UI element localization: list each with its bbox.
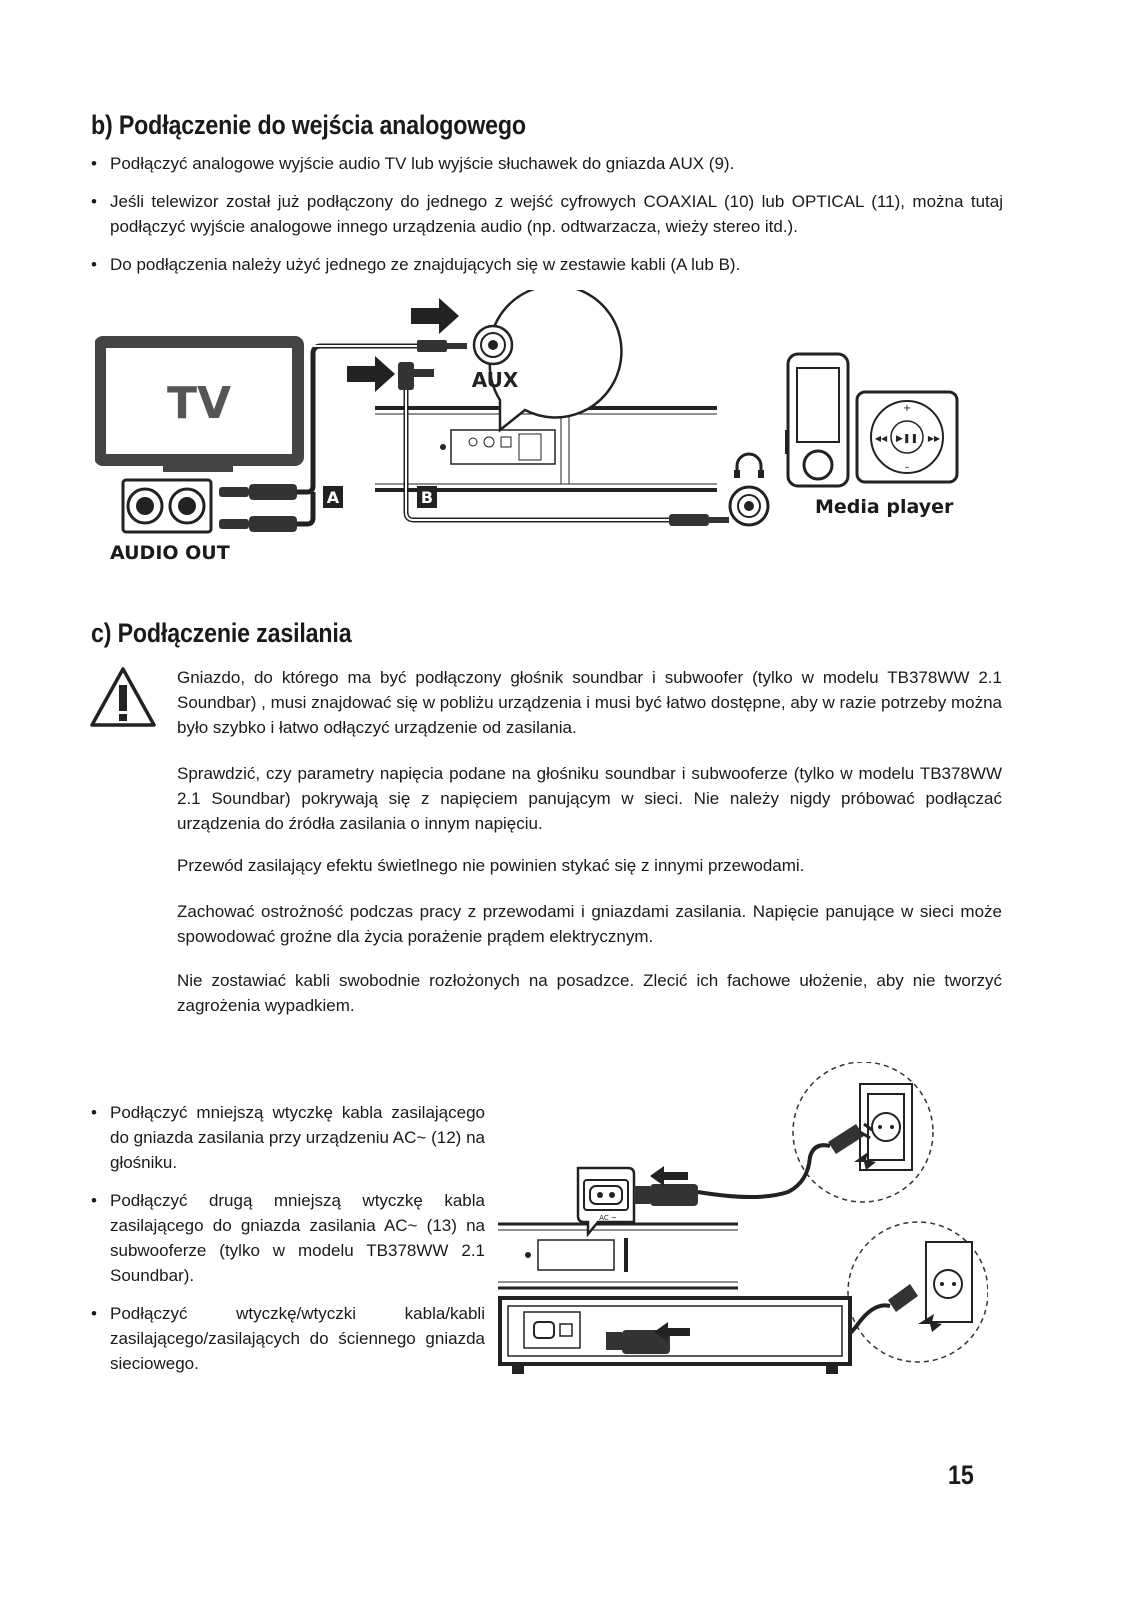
soundbar — [375, 408, 717, 490]
arrow-icon — [411, 298, 459, 334]
ac-plug — [634, 1184, 698, 1206]
audio-out-jacks — [123, 480, 211, 532]
list-item: • Podłączyć mniejszą wtyczkę kabla zasilającego do gniazda zasilania przy urządzeniu AC~ (12) na głośniku. — [91, 1100, 485, 1175]
list-item: • Podłączyć drugą mniejszą wtyczkę kabla zasilającego do gniazda zasilania AC~ (13) na subwooferze (tylko w modelu TB378WW 2.1 Soundbar). — [91, 1188, 485, 1288]
svg-text:▶▶: ▶▶ — [927, 434, 941, 443]
list-item: • Do podłączenia należy użyć jednego ze znajdujących się w zestawie kabli (A lub B). — [91, 252, 1003, 277]
svg-text:▶❚❚: ▶❚❚ — [895, 434, 919, 444]
section-b-heading: b) Podłączenie do wejścia analogowego — [91, 110, 526, 140]
list-item: • Podłączyć wtyczkę/wtyczki kabla/kabli zasilającego/zasilających do ściennego gniazda sieciowego. — [91, 1301, 485, 1376]
warning-paragraph: Sprawdzić, czy parametry napięcia podane na głośniku soundbar i subwooferze (tylko w modelu TB378WW 2.1 Soundbar) pokrywają się z napięciem panującym w sieci. Nie należy nigdy próbować podłączać urządzenia do źródła zasilania o innym napięciu. — [177, 764, 1002, 833]
jack-plug-a — [417, 340, 467, 352]
section-c-heading: c) Podłączenie zasilania — [91, 618, 352, 648]
warning-paragraph: Zachować ostrożność podczas pracy z przewodami i gniazdami zasilania. Napięcie panujące w sieci może spowodować groźne dla życia porażenie prądem elektrycznym. — [177, 902, 1002, 946]
warning-paragraph: Nie zostawiać kabli swobodnie rozłożonych na posadzce. Zlecić ich fachowe ułożenie, aby nie tworzyć zagrożenia wypadkiem. — [177, 971, 1002, 1015]
warning-paragraph: Przewód zasilający efektu świetlnego nie powinien stykać się z innymi przewodami. — [177, 856, 805, 875]
jack-plug-b-end — [669, 514, 729, 526]
arrow-icon — [650, 1166, 688, 1186]
soundbar — [498, 1224, 738, 1288]
aux-connection-diagram — [95, 290, 975, 580]
tv-label: TV — [166, 378, 232, 429]
svg-text:–: – — [904, 462, 910, 473]
cable-a-label: A — [326, 488, 340, 507]
media-player-label: Media player — [815, 496, 954, 518]
headphone-icon — [737, 454, 761, 476]
power-connection-diagram — [498, 1062, 988, 1382]
list-item: • Podłączyć analogowe wyjście audio TV lub wyjście słuchawek do gniazda AUX (9). — [91, 151, 1003, 176]
wall-socket-icon — [793, 1062, 933, 1202]
wall-socket-icon — [848, 1222, 988, 1362]
aux-label: AUX — [471, 368, 519, 392]
arrow-icon — [347, 356, 395, 392]
svg-text:◀◀: ◀◀ — [874, 434, 888, 443]
jack-plug-b — [398, 362, 434, 390]
section-b-bullets — [91, 151, 1003, 290]
section-c-bullets — [91, 1100, 485, 1389]
media-player-icon — [785, 354, 848, 486]
warning-paragraph: Gniazdo, do którego ma być podłączony głośnik soundbar i subwoofer (tylko w modelu TB378WW 2.1 Soundbar) , musi znajdować się w pobliżu urządzenia i musi być łatwo dostępne, aby w razie potrzeby można było szybko i łatwo odłączyć urządzenie od zasilania. — [177, 668, 1002, 737]
audio-out-label: AUDIO OUT — [110, 542, 230, 564]
warning-icon — [88, 665, 158, 729]
svg-text:+: + — [902, 403, 912, 414]
ac-label: AC ~ — [599, 1214, 617, 1222]
shuffle-player-icon — [857, 392, 957, 482]
rca-plugs — [219, 484, 297, 532]
list-item: • Jeśli telewizor został już podłączony do jednego z wejść cyfrowych COAXIAL (10) lub OPTICAL (11), można tutaj podłączyć wyjście analogowe innego urządzenia audio (np. odtwarzacza, wieży stereo itd.). — [91, 189, 1003, 239]
page-number: 15 — [948, 1460, 974, 1490]
cable-b-label: B — [420, 488, 434, 507]
